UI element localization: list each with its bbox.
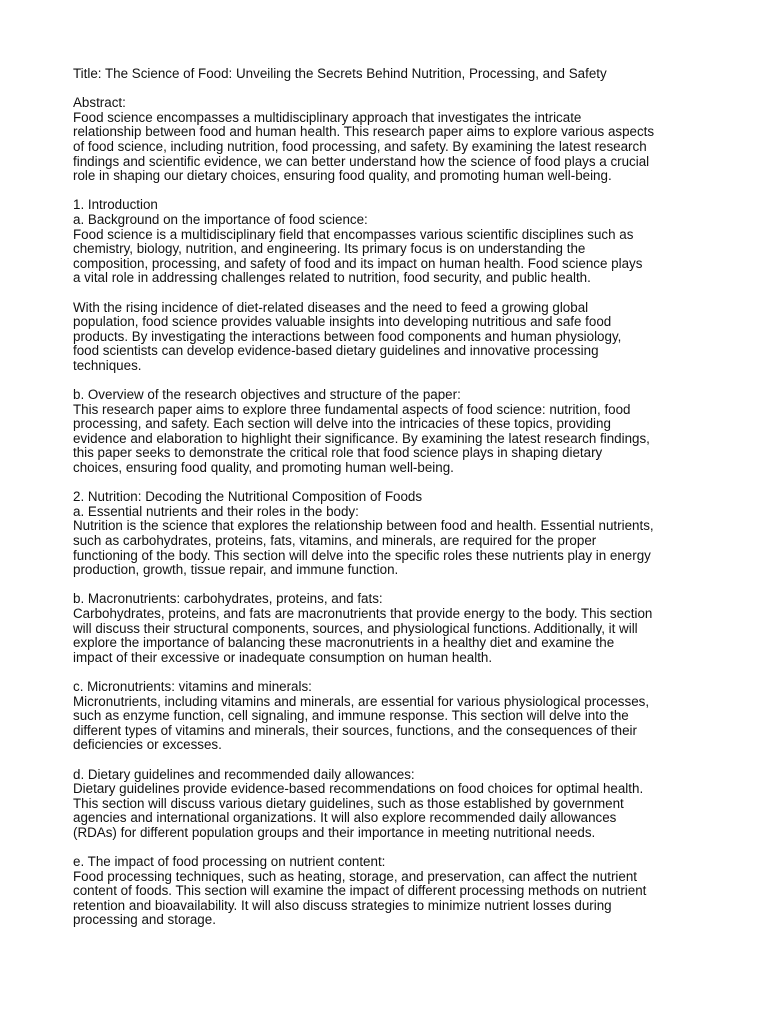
paragraph <box>73 96 713 184</box>
text-line: techniques. <box>73 357 142 373</box>
paragraph-gap <box>73 373 713 388</box>
text-line: different types of vitamins and minerals, their sources, functions, and the consequences of their <box>73 722 637 738</box>
document-page <box>73 67 713 928</box>
text-line: population, food science provides valuable insights into developing nutritious and safe food <box>73 314 612 330</box>
text-line: functioning of the body. This section will delve into the specific roles these nutrients play in energy <box>73 547 651 563</box>
text-line: Nutrition is the science that explores the relationship between food and health. Essential nutrients, <box>73 518 654 534</box>
text-line: explore the importance of balancing these macronutrients in a healthy diet and examine the <box>73 635 615 651</box>
text-line: Micronutrients, including vitamins and minerals, are essential for various physiological processes, <box>73 693 650 709</box>
document-title: Title: The Science of Food: Unveiling the Secrets Behind Nutrition, Processing, and Safety <box>73 66 607 81</box>
text-line: This section will discuss various dietary guidelines, such as those established by government <box>73 795 624 811</box>
text-line: Food science is a multidisciplinary field that encompasses various scientific disciplines such as <box>73 226 634 242</box>
paragraph-gap <box>73 82 713 97</box>
text-line: findings and scientific evidence, we can better understand how the science of food plays a crucial <box>73 153 650 169</box>
text-line: evidence and elaboration to highlight their significance. By examining the latest research findings, <box>73 430 650 446</box>
text-line: choices, ensuring food quality, and promoting human well-being. <box>73 460 454 476</box>
text-line: food scientists can develop evidence-based dietary guidelines and innovative processing <box>73 343 599 359</box>
paragraph <box>73 301 713 374</box>
text-line: agencies and international organizations. It will also explore recommended daily allowances <box>73 810 617 826</box>
text-line: This research paper aims to explore three fundamental aspects of food science: nutrition, food <box>73 401 631 417</box>
paragraph <box>73 490 713 578</box>
text-line: a vital role in addressing challenges related to nutrition, food security, and public health. <box>73 270 591 286</box>
text-line: relationship between food and human health. This research paper aims to explore various aspects <box>73 124 655 140</box>
paragraph <box>73 388 713 476</box>
text-line: of food science, including nutrition, food processing, and safety. By examining the latest research <box>73 138 647 154</box>
text-line: retention and bioavailability. It will also discuss strategies to minimize nutrient losses during <box>73 897 612 913</box>
paragraph <box>73 592 713 665</box>
text-line: such as carbohydrates, proteins, fats, vitamins, and minerals, are required for the proper <box>73 533 597 548</box>
paragraph-gap <box>73 665 713 680</box>
paragraph-gap <box>73 184 713 199</box>
text-line: a. Background on the importance of food science: <box>73 211 368 227</box>
text-line: such as enzyme function, cell signaling, and immune response. This section will delve into the <box>73 708 629 724</box>
paragraph-gap <box>73 753 713 768</box>
text-line: Food processing techniques, such as heating, storage, and preservation, can affect the nutrient <box>73 868 638 884</box>
text-line: With the rising incidence of diet-related diseases and the need to feed a growing global <box>73 299 589 315</box>
document-body <box>73 96 713 928</box>
paragraph <box>73 855 713 928</box>
text-line: (RDAs) for different population groups and their importance in meeting nutritional needs. <box>73 824 596 840</box>
text-line: content of foods. This section will examine the impact of different processing methods on nutrient <box>73 883 647 899</box>
text-line: deficiencies or excesses. <box>73 737 222 753</box>
paragraph-gap <box>73 286 713 301</box>
paragraph <box>73 768 713 841</box>
text-line: products. By investigating the interactions between food components and human physiology, <box>73 328 622 344</box>
text-line: Dietary guidelines provide evidence-based recommendations on food choices for optimal health. <box>73 781 644 797</box>
text-line: c. Micronutrients: vitamins and minerals: <box>73 678 312 694</box>
text-line: e. The impact of food processing on nutrient content: <box>73 854 386 870</box>
text-line: will discuss their structural components, sources, and physiological functions. Additionally, it will <box>73 620 638 636</box>
text-line: d. Dietary guidelines and recommended daily allowances: <box>73 766 415 782</box>
text-line: processing and storage. <box>73 912 216 928</box>
text-line: b. Overview of the research objectives and structure of the paper: <box>73 387 461 403</box>
paragraph-gap <box>73 476 713 491</box>
text-line: Abstract: <box>73 95 126 111</box>
text-line: Carbohydrates, proteins, and fats are macronutrients that provide energy to the body. This section <box>73 605 653 621</box>
text-line: composition, processing, and safety of food and its impact on human health. Food science plays <box>73 255 643 271</box>
text-line: b. Macronutrients: carbohydrates, proteins, and fats: <box>73 591 383 607</box>
text-line: a. Essential nutrients and their roles in the body: <box>73 503 359 519</box>
text-line: 2. Nutrition: Decoding the Nutritional Composition of Foods <box>73 489 423 505</box>
paragraph-gap <box>73 840 713 855</box>
text-line: production, growth, tissue repair, and immune function. <box>73 562 399 578</box>
text-line: 1. Introduction <box>73 197 158 213</box>
text-line: Food science encompasses a multidisciplinary approach that investigates the intricate <box>73 109 582 125</box>
paragraph-gap <box>73 578 713 593</box>
paragraph <box>73 680 713 753</box>
text-line: this paper seeks to demonstrate the critical role that food science plays in shaping dietary <box>73 445 603 461</box>
paragraph <box>73 198 713 286</box>
text-line: processing, and safety. Each section will delve into the intricacies of these topics, providing <box>73 416 611 432</box>
text-line: chemistry, biology, nutrition, and engineering. Its primary focus is on understanding the <box>73 241 586 257</box>
text-line: role in shaping our dietary choices, ensuring food quality, and promoting human well-being. <box>73 168 612 184</box>
text-line: impact of their excessive or inadequate consumption on human health. <box>73 649 493 665</box>
